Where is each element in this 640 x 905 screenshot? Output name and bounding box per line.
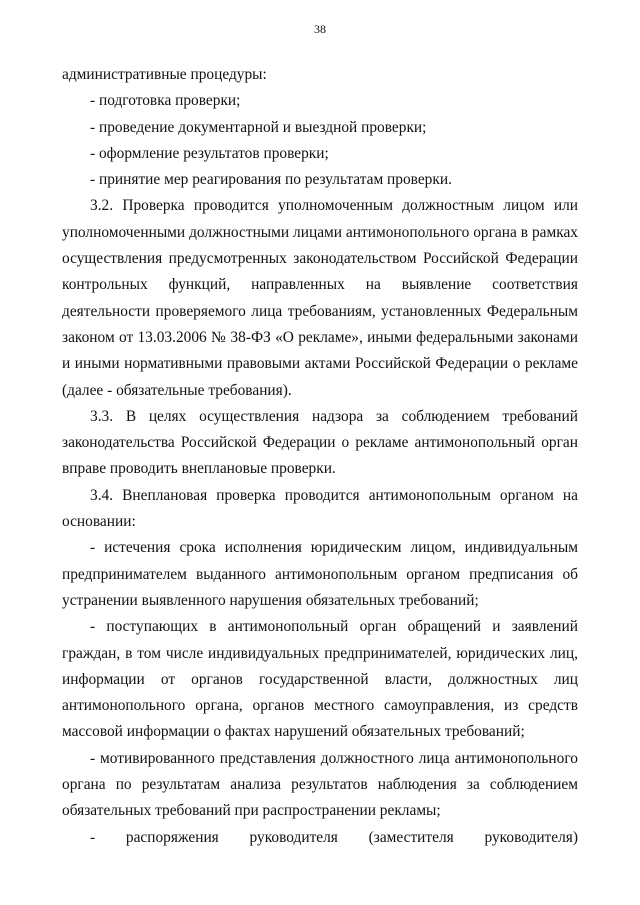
list-item-appeals: - поступающих в антимонопольный орган обращений и заявлений граждан, в том числе индивидуальных предпринимателей, юридических лиц, информации от органов государственной власти, должностных лиц антимонопольного органа, органов местного самоуправления, из средств массовой информации о фактах нарушений обязательных требований; bbox=[62, 618, 578, 741]
list-item-motivated-submission: - мотивированного представления должностного лица антимонопольного органа по результатам анализа результатов наблюдения за соблюдением обязательных требований при распространении рекламы; bbox=[62, 749, 578, 820]
paragraph-procedures-intro: административные процедуры: bbox=[62, 66, 267, 83]
list-item-deadline-expiry: - истечения срока исполнения юридическим лицом, индивидуальным предпринимателем выданного антимонопольным органом предписания об устранении выявленного нарушения обязательных требований; bbox=[62, 539, 578, 609]
document-body bbox=[62, 62, 578, 851]
paragraph-3-4: 3.4. Внеплановая проверка проводится антимонопольным органом на основании: bbox=[62, 486, 578, 531]
list-item-preparation: - подготовка проверки; bbox=[90, 92, 241, 110]
list-item-order: - распоряжения руководителя (заместителя руководителя) bbox=[90, 828, 578, 846]
list-item-measures: - принятие мер реагирования по результатам проверки. bbox=[90, 171, 452, 189]
page-number: 38 bbox=[314, 22, 326, 36]
paragraph-3-2: 3.2. Проверка проводится уполномоченным должностным лицом или уполномоченными должностными лицами антимонопольного органа в рамках осуществления предусмотренных законодательством Российской Федерации контрольных функций, направленных на выявление соответствия деятельности проверяемого лица требованиям, установленных Федеральным законом от 13.03.2006 № 38-ФЗ «О рекламе», иными федеральными законами и иными нормативными правовыми актами Российской Федерации о рекламе (далее - обязательные требования). bbox=[62, 197, 578, 399]
list-item-results: - оформление результатов проверки; bbox=[90, 144, 329, 162]
list-item-inspection: - проведение документарной и выездной проверки; bbox=[90, 118, 427, 136]
paragraph-3-3: 3.3. В целях осуществления надзора за соблюдением требований законодательства Российской Федерации о рекламе антимонопольный орган вправе проводить внеплановые проверки. bbox=[62, 407, 578, 478]
